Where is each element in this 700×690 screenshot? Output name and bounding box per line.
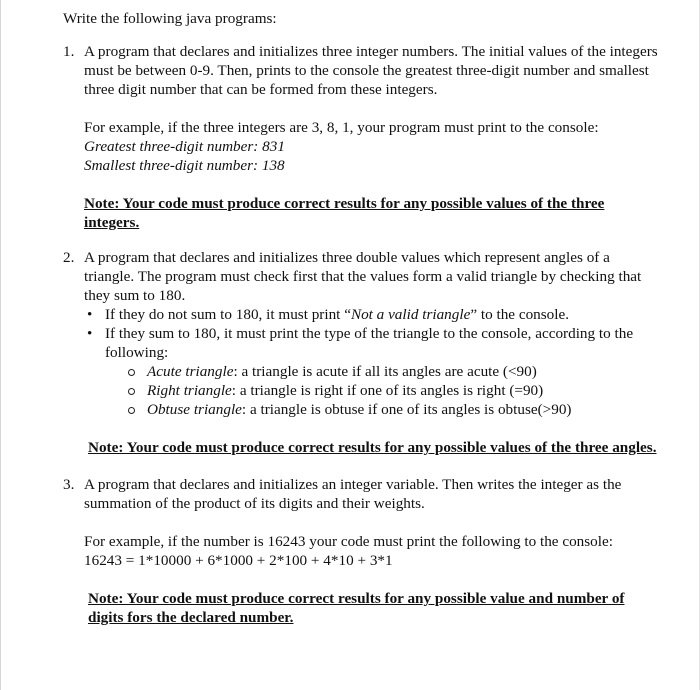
triangle-type-item: Acute triangle: a triangle is acute if all its angles are acute (<90) [126, 362, 663, 381]
example-smallest: Smallest three-digit number: 138 [84, 157, 285, 174]
bullet-icon: • [87, 306, 93, 323]
condition-list [84, 305, 663, 419]
task-number: 3. [63, 476, 75, 493]
example-intro: For example, if the number is 16243 your code must print the following to the console: [84, 533, 613, 550]
task-description: A program that declares and initializes three double values which represent angles of a triangle. The program must check first that the values form a valid triangle by checking that they sum to 180. [84, 249, 642, 304]
condition-item: • If they sum to 180, it must print the type of the triangle to the console, according to the following: Acute triangle: a triangle is acute if all its angles are acute (<90) Right triangle: a triangle is right if one of its angles is right (=90) Obtuse triangle: a triangle is obtuse if one of its angles is obtuse(>90) [84, 324, 663, 419]
circle-bullet-icon [128, 369, 135, 376]
task-note: Note: Your code must produce correct results for any possible value and number of digits fors the declared number. [88, 590, 625, 626]
triangle-type-item: Obtuse triangle: a triangle is obtuse if one of its angles is obtuse(>90) [126, 400, 663, 419]
task-2 [63, 248, 663, 475]
example-output: 16243 = 1*10000 + 6*1000 + 2*100 + 4*10 + 3*1 [84, 552, 393, 569]
bullet-icon: • [87, 325, 93, 342]
task-3 [63, 475, 663, 627]
document-body [63, 9, 663, 627]
task-note: Note: Your code must produce correct results for any possible values of the three angles. [88, 439, 657, 456]
task-number: 1. [63, 43, 75, 60]
task-number: 2. [63, 249, 75, 266]
triangle-type-item: Right triangle: a triangle is right if one of its angles is right (=90) [126, 381, 663, 400]
task-1 [63, 42, 663, 248]
circle-bullet-icon [128, 388, 135, 395]
task-list [63, 42, 663, 627]
example-intro: For example, if the three integers are 3, 8, 1, your program must print to the console: [84, 119, 599, 136]
task-description: A program that declares and initializes an integer variable. Then writes the integer as the summation of the product of its digits and their weights. [84, 476, 622, 512]
task-description: A program that declares and initializes three integer numbers. The initial values of the integers must be between 0-9. Then, prints to the console the greatest three-digit number and smallest three digit number that can be formed from these integers. [84, 43, 658, 98]
circle-bullet-icon [128, 407, 135, 414]
task-note: Note: Your code must produce correct results for any possible values of the three integers. [84, 195, 605, 231]
triangle-type-list [105, 362, 663, 419]
intro-heading: Write the following java programs: [63, 10, 277, 27]
condition-item: • If they do not sum to 180, it must print “Not a valid triangle” to the console. [87, 306, 570, 323]
example-greatest: Greatest three-digit number: 831 [84, 138, 285, 155]
